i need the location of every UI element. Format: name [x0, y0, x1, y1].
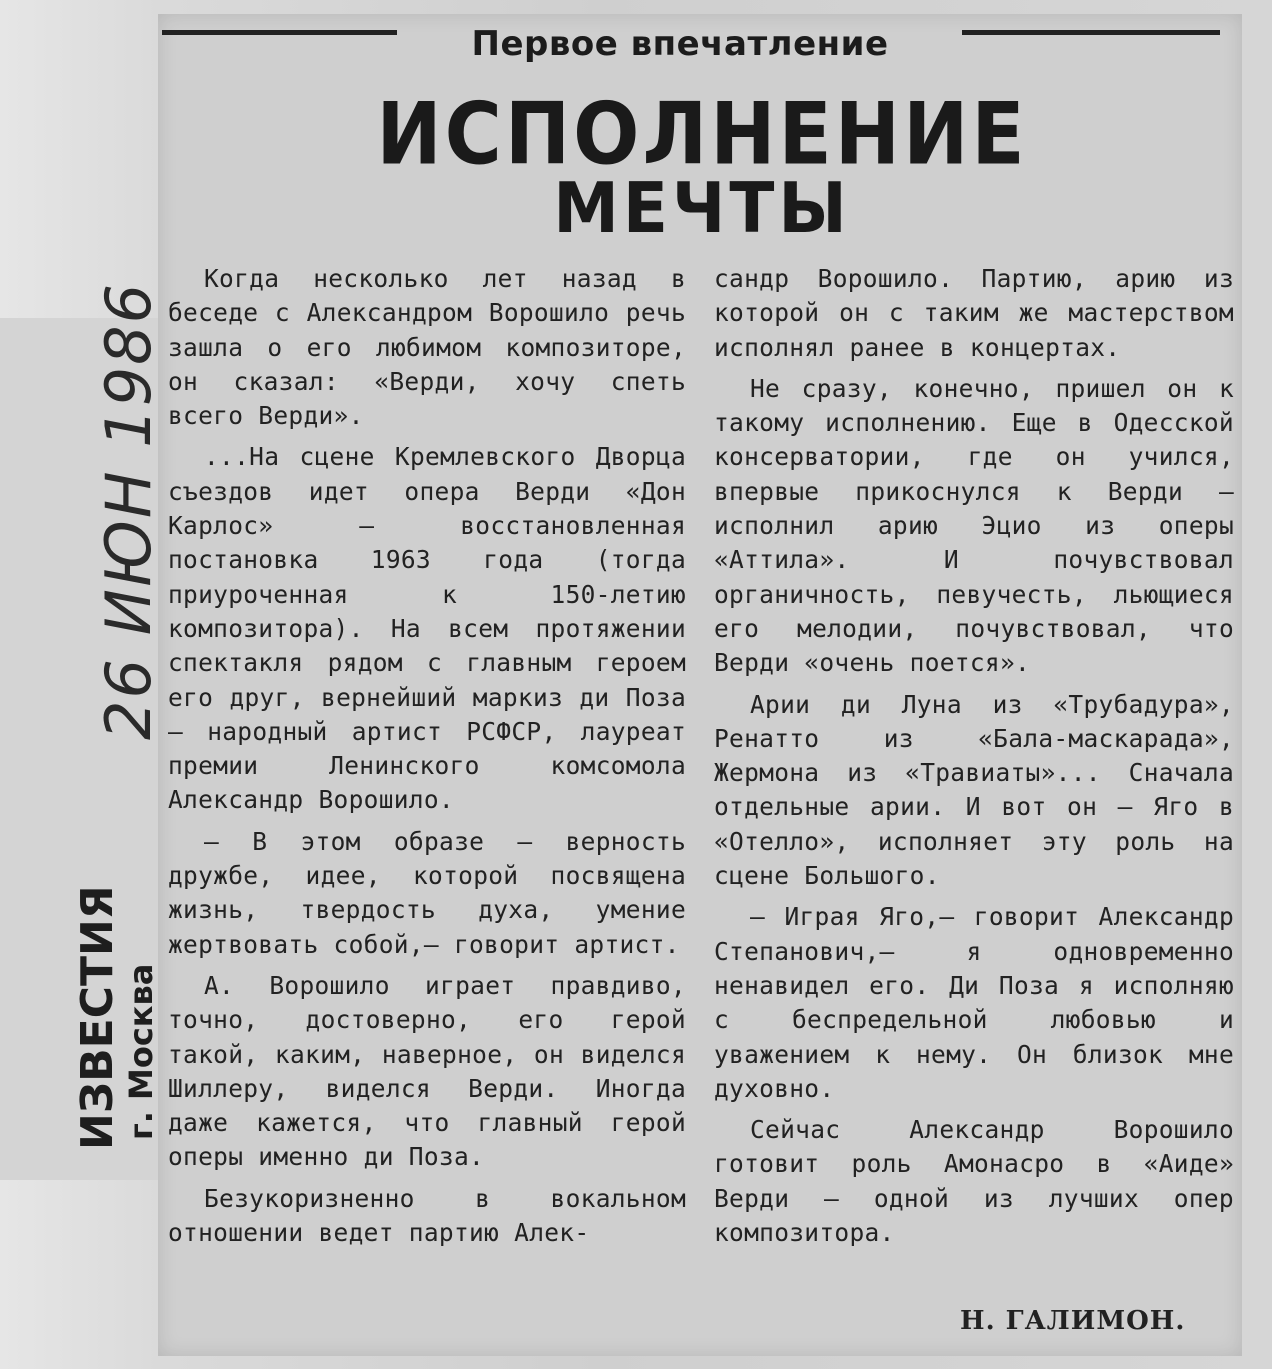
paragraph: — В этом образе — верность дружбе, идее, которой посвящена жизнь, твердость духа, умение жертвовать собой,— говорит артист. — [168, 826, 686, 959]
author-signature: Н. ГАЛИМОН. — [960, 1306, 1186, 1336]
newspaper-name-stamp: ИЗВЕСТИЯ — [72, 885, 123, 1150]
article-column-right — [714, 262, 1234, 1257]
paragraph: Арии ди Луна из «Трубадура», Ренатто из «Бала-маскарада», Жермона из «Травиаты»... Сначала отдельные арии. И вот он — Яго в «Отелло», исполняет эту роль на сцене Большого. — [714, 689, 1234, 891]
paragraph: А. Ворошило играет правдиво, точно, достоверно, его герой такой, каким, наверное, он виделся Шиллеру, виделся Верди. Иногда даже кажется, что главный герой оперы именно ди Поза. — [168, 970, 686, 1172]
rubric-title: Первое впечатление — [471, 24, 889, 64]
paragraph: ...На сцене Кремлевского Дворца съездов идет опера Верди «Дон Карлос» — восстановленная постановка 1963 года (тогда приуроченная к 150-летию композитора). На всем протяжении спектакля рядом с главным героем его друг, вернейший маркиз ди Поза — народный артист РСФСР, лауреат премии Ленинского комсомола Александр Ворошило. — [168, 442, 686, 815]
date-stamp: 26 ИЮН 1986 — [92, 281, 165, 740]
rubric-rule-right — [962, 30, 1220, 35]
city-stamp: г. Москва — [122, 963, 160, 1140]
paragraph: Не сразу, конечно, пришел он к такому исполнению. Еще в Одесской консерватории, где он учился, впервые прикоснулся к Верди — исполнил арию Эцио из оперы «Аттила». И почувствовал органичность, певучесть, льющиеся его мелодии, почувствовал, что Верди «очень поется». — [714, 373, 1234, 678]
paragraph: — Играя Яго,— говорит Александр Степанович,— я одновременно ненавидел его. Ди Поза я исполняю с беспредельной любовью и уважением к нему. Он близок мне духовно. — [714, 902, 1234, 1103]
article-column-left — [168, 262, 686, 1257]
paragraph: Безукоризненно в вокальном отношении ведет партию Алек- — [168, 1183, 686, 1248]
paragraph: Сейчас Александр Ворошило готовит роль Амонасро в «Аиде» Верди — одной из лучших опер композитора. — [714, 1115, 1234, 1248]
headline-line-1: ИСПОЛНЕНИЕ — [376, 85, 1028, 185]
headline-line-2: МЕЧТЫ — [553, 168, 851, 249]
paragraph: сандр Ворошило. Партию, арию из которой он с таким же мастерством исполнял ранее в концертах. — [714, 264, 1234, 362]
rubric-rule-left — [162, 30, 397, 35]
paragraph: Когда несколько лет назад в беседе с Александром Ворошило речь зашла о его любимом композиторе, он сказал: «Верди, хочу спеть всего Верди». — [168, 264, 686, 431]
